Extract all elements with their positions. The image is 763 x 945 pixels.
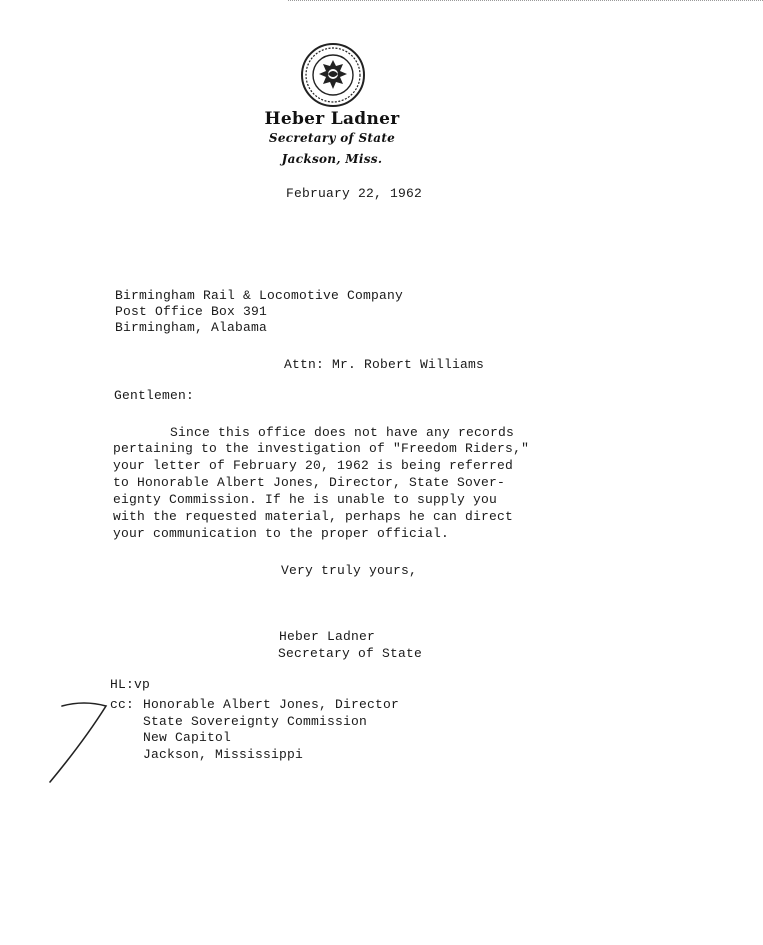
salutation: Gentlemen: <box>114 388 195 403</box>
letterhead-title: Secretary of State <box>268 131 396 145</box>
cc-line: Jackson, Mississippi <box>143 747 304 762</box>
signature-name: Heber Ladner <box>279 629 376 644</box>
cc-line: Honorable Albert Jones, Director <box>143 697 400 712</box>
top-edge-dots <box>288 0 763 3</box>
body-line: your communication to the proper official. <box>113 526 450 541</box>
typist-initials: HL:vp <box>110 677 151 692</box>
recipient-line: Birmingham, Alabama <box>115 320 268 335</box>
cc-line: New Capitol <box>143 730 232 745</box>
body-line: pertaining to the investigation of "Freedom Riders," <box>113 441 530 456</box>
letterhead-name: Heber Ladner <box>264 109 400 129</box>
signature-title: Secretary of State <box>278 646 423 661</box>
attention-line: Attn: Mr. Robert Williams <box>284 357 485 372</box>
closing: Very truly yours, <box>281 563 418 578</box>
body-line: eignty Commission. If he is unable to supply you <box>113 492 498 507</box>
handwritten-seven-mark <box>44 696 114 786</box>
body-line: your letter of February 20, 1962 is being referred <box>113 458 514 473</box>
cc-line: State Sovereignty Commission <box>143 714 368 729</box>
recipient-line: Post Office Box 391 <box>115 304 268 319</box>
recipient-line: Birmingham Rail & Locomotive Company <box>115 288 404 303</box>
cc-label: cc: <box>110 697 135 712</box>
state-seal-icon <box>300 42 366 108</box>
body-line: Since this office does not have any records <box>170 425 515 440</box>
body-line: to Honorable Albert Jones, Director, State Sover- <box>113 475 506 490</box>
letter-date: February 22, 1962 <box>286 186 423 201</box>
body-line: with the requested material, perhaps he can direct <box>113 509 514 524</box>
letterhead-city: Jackson, Miss. <box>281 152 383 166</box>
